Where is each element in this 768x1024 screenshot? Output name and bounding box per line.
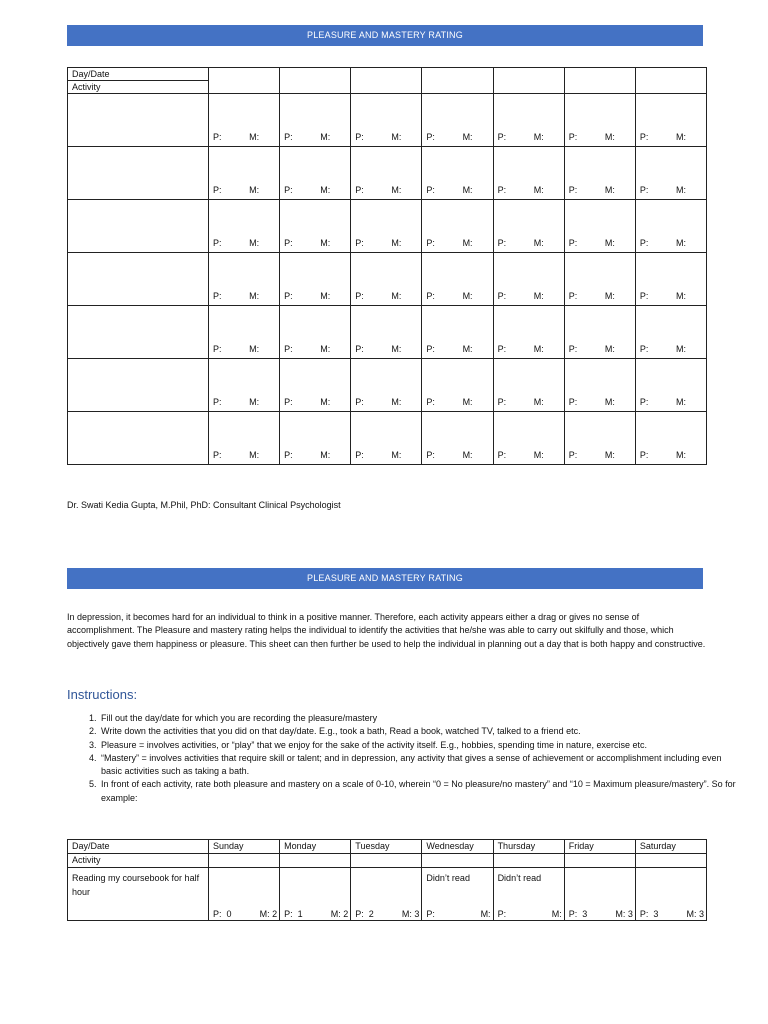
- mastery-label: M:: [604, 397, 615, 407]
- mastery-label: M:: [462, 397, 473, 407]
- mastery-label: M:: [676, 185, 686, 195]
- day-date-cell: [280, 68, 351, 94]
- pleasure-label: P:: [284, 344, 293, 354]
- pleasure-label: P:: [213, 291, 222, 301]
- mastery-label: M:: [604, 344, 615, 354]
- mastery-label: M:: [391, 291, 402, 301]
- mastery-label: M:: [533, 291, 544, 301]
- day-date-cell: [493, 68, 564, 94]
- day-date-cell: [564, 68, 635, 94]
- day-date-cell: [635, 68, 706, 94]
- mastery-label: M:: [533, 185, 544, 195]
- pleasure-label: P:: [497, 185, 507, 195]
- example-mastery-value: M: 3: [401, 909, 420, 919]
- rating-cell: [280, 200, 351, 253]
- example-blank-cell: [280, 854, 351, 868]
- pleasure-label: P:: [639, 185, 649, 195]
- example-pleasure-value: P: 1: [284, 909, 303, 919]
- pleasure-label: P:: [497, 238, 507, 248]
- day-date-cell: [209, 68, 280, 94]
- author-credit: Dr. Swati Kedia Gupta, M.Phil, PhD: Consultant Clinical Psychologist: [67, 500, 341, 510]
- activity-label: Activity: [68, 81, 209, 94]
- pleasure-label: P:: [568, 185, 578, 195]
- mastery-label: M:: [249, 344, 260, 354]
- pleasure-label: P:: [355, 450, 364, 460]
- rating-cell: [493, 359, 564, 412]
- pleasure-label: P:: [284, 238, 293, 248]
- pleasure-label: P:: [639, 344, 649, 354]
- example-pleasure-value: P: 3: [568, 909, 588, 919]
- rating-cell: [280, 306, 351, 359]
- pleasure-label: P:: [497, 132, 507, 142]
- rating-cell: [493, 412, 564, 465]
- rating-cell: [493, 253, 564, 306]
- mastery-label: M:: [604, 291, 615, 301]
- rating-cell: [351, 147, 422, 200]
- example-blank-cell: [351, 854, 422, 868]
- pleasure-label: P:: [639, 450, 649, 460]
- pleasure-label: P:: [284, 450, 293, 460]
- rating-cell: [422, 253, 493, 306]
- example-day-thursday: Thursday: [493, 840, 564, 854]
- rating-cell: [635, 306, 706, 359]
- example-note: Didn’t read: [497, 873, 542, 883]
- pleasure-label: P:: [497, 291, 507, 301]
- mastery-label: M:: [391, 238, 402, 248]
- mastery-label: M:: [320, 238, 331, 248]
- rating-cell: [493, 306, 564, 359]
- rating-cell: [635, 253, 706, 306]
- example-day-saturday: Saturday: [635, 840, 706, 854]
- rating-cell: [493, 200, 564, 253]
- pleasure-label: P:: [568, 450, 578, 460]
- pleasure-label: P:: [355, 291, 364, 301]
- mastery-label: M:: [676, 132, 686, 142]
- rating-cell: [422, 94, 493, 147]
- rating-cell: [351, 253, 422, 306]
- mastery-label: M:: [249, 132, 260, 142]
- mastery-label: M:: [320, 185, 331, 195]
- pleasure-label: P:: [213, 132, 222, 142]
- pleasure-label: P:: [284, 291, 293, 301]
- rating-cell: [422, 412, 493, 465]
- example-mastery-value: M:: [551, 909, 562, 919]
- pleasure-label: P:: [426, 185, 435, 195]
- example-mastery-value: M: 3: [615, 909, 633, 919]
- pleasure-label: P:: [284, 185, 293, 195]
- day-date-cell: [351, 68, 422, 94]
- rating-cell: [209, 200, 280, 253]
- example-rating-cell: [209, 868, 280, 921]
- mastery-label: M:: [249, 291, 260, 301]
- mastery-label: M:: [533, 450, 544, 460]
- example-activity-text: Reading my coursebook for half hour: [72, 873, 200, 897]
- rating-cell: [422, 147, 493, 200]
- mastery-label: M:: [320, 397, 331, 407]
- example-day-friday: Friday: [564, 840, 635, 854]
- mastery-label: M:: [533, 344, 544, 354]
- rating-cell: [280, 253, 351, 306]
- mastery-label: M:: [604, 185, 615, 195]
- example-activity-label: Activity: [68, 854, 209, 868]
- rating-cell: [280, 359, 351, 412]
- rating-cell: [209, 94, 280, 147]
- example-day-label: Day/Date: [68, 840, 209, 854]
- pleasure-label: P:: [639, 132, 649, 142]
- rating-cell: [564, 147, 635, 200]
- example-blank-cell: [493, 854, 564, 868]
- rating-cell: [635, 359, 706, 412]
- mastery-label: M:: [533, 397, 544, 407]
- rating-cell: [280, 412, 351, 465]
- example-pleasure-value: P: 2: [355, 909, 374, 919]
- example-blank-cell: [635, 854, 706, 868]
- rating-cell: [280, 147, 351, 200]
- rating-cell: [209, 306, 280, 359]
- pleasure-label: P:: [355, 185, 364, 195]
- mastery-label: M:: [462, 344, 473, 354]
- mastery-label: M:: [604, 238, 615, 248]
- rating-cell: [351, 94, 422, 147]
- mastery-label: M:: [676, 450, 686, 460]
- mastery-label: M:: [462, 132, 473, 142]
- instruction-step: 1. Fill out the day/date for which you are recording the pleasure/mastery: [99, 712, 739, 725]
- mastery-label: M:: [320, 450, 331, 460]
- mastery-label: M:: [320, 344, 331, 354]
- example-activity-cell: [68, 868, 209, 921]
- example-mastery-value: M: 3: [686, 909, 704, 919]
- pleasure-label: P:: [284, 397, 293, 407]
- rating-cell: [635, 412, 706, 465]
- pleasure-label: P:: [497, 344, 507, 354]
- rating-cell: [564, 359, 635, 412]
- example-day-monday: Monday: [280, 840, 351, 854]
- mastery-label: M:: [391, 132, 402, 142]
- pleasure-label: P:: [568, 132, 578, 142]
- activity-cell: [68, 94, 209, 147]
- intro-paragraph: In depression, it becomes hard for an individual to think in a positive manner. Therefore, each activity appears either a drag or gives no sense of accomplishment. The Pleasure and mastery rating helps the individual to identify the activities that he/she was able to carry out skilfully and those, which objectively gave them happiness or pleasure. This sheet can then further be used to help the individual in planning out a day that is both happy and constructive.: [67, 612, 706, 649]
- mastery-label: M:: [604, 132, 615, 142]
- mastery-label: M:: [462, 185, 473, 195]
- pleasure-label: P:: [568, 238, 578, 248]
- rating-cell: [280, 94, 351, 147]
- example-mastery-value: M: 2: [330, 909, 349, 919]
- mastery-label: M:: [249, 397, 260, 407]
- pleasure-label: P:: [213, 344, 222, 354]
- instructions-list: [67, 712, 739, 805]
- mastery-label: M:: [391, 397, 402, 407]
- instruction-step: 3. Pleasure = involves activities, or “play” that we enjoy for the sake of the activity itself. E.g., hobbies, spending time in nature, exercise etc.: [99, 739, 739, 752]
- pleasure-label: P:: [639, 238, 649, 248]
- example-blank-cell: [564, 854, 635, 868]
- activity-cell: [68, 253, 209, 306]
- mastery-label: M:: [676, 238, 686, 248]
- pleasure-label: P:: [639, 291, 649, 301]
- pleasure-label: P:: [426, 132, 435, 142]
- pleasure-label: P:: [355, 397, 364, 407]
- example-rating-cell: [493, 868, 564, 921]
- rating-cell: [564, 306, 635, 359]
- mastery-label: M:: [676, 344, 686, 354]
- example-day-tuesday: Tuesday: [351, 840, 422, 854]
- pleasure-label: P:: [568, 397, 578, 407]
- rating-cell: [351, 359, 422, 412]
- activity-cell: [68, 412, 209, 465]
- rating-cell: [564, 94, 635, 147]
- mastery-label: M:: [320, 132, 331, 142]
- mastery-label: M:: [533, 132, 544, 142]
- example-pleasure-value: P: 3: [639, 909, 659, 919]
- mastery-label: M:: [462, 291, 473, 301]
- rating-cell: [209, 253, 280, 306]
- example-mastery-value: M:: [480, 909, 491, 919]
- rating-cell: [635, 94, 706, 147]
- rating-cell: [564, 253, 635, 306]
- example-blank-cell: [422, 854, 493, 868]
- rating-cell: [351, 306, 422, 359]
- example-rating-cell: [635, 868, 706, 921]
- rating-cell: [209, 359, 280, 412]
- pleasure-label: P:: [213, 185, 222, 195]
- rating-cell: [351, 412, 422, 465]
- pleasure-label: P:: [426, 397, 435, 407]
- instruction-step: 2. Write down the activities that you did on that day/date. E.g., took a bath, Read a book, watched TV, talked to a friend etc.: [99, 725, 739, 738]
- rating-cell: [422, 359, 493, 412]
- example-day-sunday: Sunday: [209, 840, 280, 854]
- activity-cell: [68, 359, 209, 412]
- instruction-step: 4. “Mastery” = involves activities that require skill or talent; and in depression, any activity that gives a sense of achievement or accomplishment including even basic activities such as taking a bath.: [99, 752, 739, 779]
- rating-cell: [564, 200, 635, 253]
- pleasure-label: P:: [426, 344, 435, 354]
- mastery-label: M:: [391, 450, 402, 460]
- mastery-label: M:: [676, 397, 686, 407]
- mastery-label: M:: [676, 291, 686, 301]
- rating-cell: [493, 94, 564, 147]
- rating-cell: [422, 306, 493, 359]
- mastery-label: M:: [533, 238, 544, 248]
- example-rating-cell: [564, 868, 635, 921]
- pleasure-label: P:: [355, 238, 364, 248]
- example-pleasure-value: P: 0: [213, 909, 232, 919]
- page-title-banner: PLEASURE AND MASTERY RATING: [67, 25, 703, 46]
- pleasure-label: P:: [497, 450, 507, 460]
- rating-cell: [209, 147, 280, 200]
- example-pleasure-value: P:: [497, 909, 507, 919]
- activity-cell: [68, 306, 209, 359]
- mastery-label: M:: [391, 344, 402, 354]
- mastery-label: M:: [462, 238, 473, 248]
- pleasure-label: P:: [426, 450, 435, 460]
- mastery-label: M:: [604, 450, 615, 460]
- mastery-label: M:: [320, 291, 331, 301]
- pleasure-label: P:: [355, 344, 364, 354]
- pleasure-label: P:: [284, 132, 293, 142]
- mastery-label: M:: [462, 450, 473, 460]
- day-date-label: Day/Date: [68, 68, 209, 81]
- day-date-cell: [422, 68, 493, 94]
- pleasure-label: P:: [355, 132, 364, 142]
- pleasure-label: P:: [213, 397, 222, 407]
- pleasure-label: P:: [639, 397, 649, 407]
- rating-cell: [564, 412, 635, 465]
- pleasure-label: P:: [213, 238, 222, 248]
- activity-cell: [68, 147, 209, 200]
- mastery-label: M:: [249, 185, 260, 195]
- rating-cell: [635, 147, 706, 200]
- pleasure-label: P:: [497, 397, 507, 407]
- mastery-label: M:: [249, 238, 260, 248]
- example-note: Didn’t read: [426, 873, 470, 883]
- example-table: [67, 839, 707, 921]
- example-rating-cell: [351, 868, 422, 921]
- instruction-step: 5. In front of each activity, rate both pleasure and mastery on a scale of 0-10, wherein “0 = No pleasure/no mastery” and “10 = Maximum pleasure/mastery”. So for example:: [99, 778, 739, 805]
- mastery-label: M:: [249, 450, 260, 460]
- pleasure-label: P:: [213, 450, 222, 460]
- example-rating-cell: [280, 868, 351, 921]
- rating-sheet-table: [67, 67, 707, 465]
- pleasure-label: P:: [426, 291, 435, 301]
- activity-cell: [68, 200, 209, 253]
- rating-cell: [493, 147, 564, 200]
- mastery-label: M:: [391, 185, 402, 195]
- example-mastery-value: M: 2: [259, 909, 278, 919]
- pleasure-label: P:: [568, 344, 578, 354]
- example-pleasure-value: P:: [426, 909, 435, 919]
- example-day-wednesday: Wednesday: [422, 840, 493, 854]
- rating-cell: [635, 200, 706, 253]
- pleasure-label: P:: [568, 291, 578, 301]
- section-title-banner: PLEASURE AND MASTERY RATING: [67, 568, 703, 589]
- pleasure-label: P:: [426, 238, 435, 248]
- rating-cell: [351, 200, 422, 253]
- instructions-heading: Instructions:: [67, 687, 138, 702]
- rating-cell: [209, 412, 280, 465]
- example-blank-cell: [209, 854, 280, 868]
- example-rating-cell: [422, 868, 493, 921]
- rating-cell: [422, 200, 493, 253]
